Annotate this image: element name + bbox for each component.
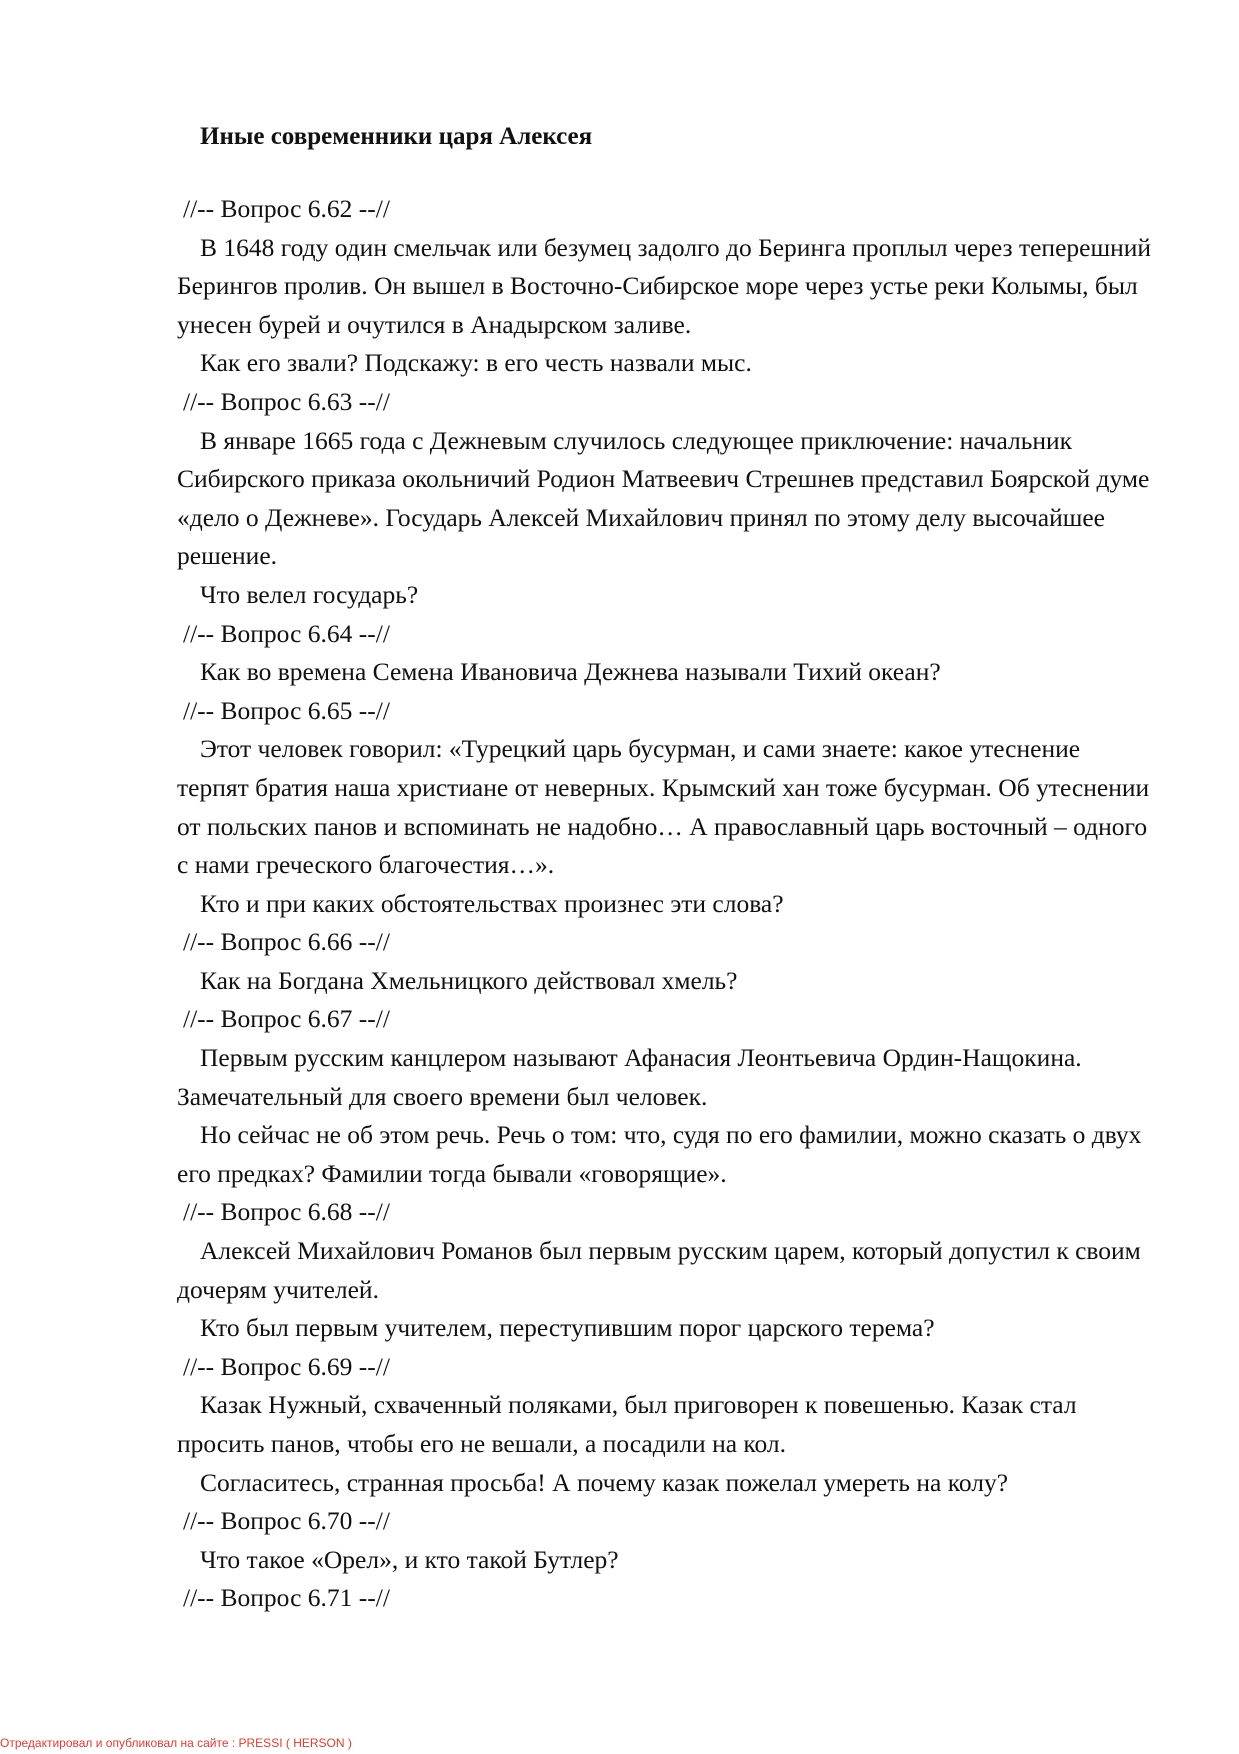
question-marker: //-- Вопрос 6.71 --// [183, 1583, 390, 1613]
paragraph: Первым русским канцлером называют Афанасия Леонтьевича Ордин-Нащокина. Замечательный для своего времени был человек. [177, 1043, 1082, 1111]
footer-credit: Отредактировал и опубликовал на сайте : PRESSI ( HERSON ) [0, 1736, 352, 1750]
paragraph: Как на Богдана Хмельницкого действовал хмель? [200, 965, 738, 995]
question-marker: //-- Вопрос 6.65 --// [183, 695, 390, 725]
question-marker: //-- Вопрос 6.69 --// [183, 1351, 390, 1381]
paragraph: В 1648 году один смельчак или безумец задолго до Беринга проплыл через теперешний Берингов пролив. Он вышел в Восточно-Сибирское море через устье реки Колымы, был унесен бурей и очутился в Анадырском заливе. [177, 232, 1152, 339]
question-marker: //-- Вопрос 6.70 --// [183, 1506, 390, 1536]
chapter-title: Иные современники царя Алексея [200, 123, 593, 150]
question-marker: //-- Вопрос 6.66 --// [183, 927, 390, 957]
question-marker: //-- Вопрос 6.64 --// [183, 618, 390, 648]
paragraph: Но сейчас не об этом речь. Речь о том: что, судя по его фамилии, можно сказать о двух его предках? Фамилии тогда бывали «говорящие». [177, 1120, 1142, 1188]
paragraph: Кто и при каких обстоятельствах произнес эти слова? [200, 888, 784, 918]
question-marker: //-- Вопрос 6.63 --// [183, 386, 390, 416]
question-marker: //-- Вопрос 6.68 --// [183, 1197, 390, 1227]
document-body [177, 190, 1157, 1618]
question-marker: //-- Вопрос 6.67 --// [183, 1004, 390, 1034]
paragraph: Этот человек говорил: «Турецкий царь бусурман, и сами знаете: какое утеснение терпят братия наша христиане от неверных. Крымский хан тоже бусурман. Об утеснении от польских панов и вспоминать не надобно… А православный царь восточный – одного с нами греческого благочестия…». [177, 734, 1150, 880]
paragraph: Кто был первым учителем, переступившим порог царского терема? [200, 1313, 935, 1343]
paragraph: Согласитесь, странная просьба! А почему казак пожелал умереть на колу? [200, 1467, 1009, 1497]
paragraph: Казак Нужный, схваченный поляками, был приговорен к повешенью. Казак стал просить панов, чтобы его не вешали, а посадили на кол. [177, 1390, 1077, 1458]
paragraph: Алексей Михайлович Романов был первым русским царем, который допустил к своим дочерям учителей. [177, 1236, 1141, 1304]
paragraph: Как его звали? Подскажу: в его честь назвали мыс. [200, 348, 752, 378]
paragraph: Как во времена Семена Ивановича Дежнева называли Тихий океан? [200, 657, 941, 687]
paragraph: Что велел государь? [200, 579, 419, 609]
question-marker: //-- Вопрос 6.62 --// [183, 194, 390, 223]
paragraph: Что такое «Орел», и кто такой Бутлер? [200, 1544, 619, 1574]
paragraph: В январе 1665 года с Дежневым случилось следующее приключение: начальник Сибирского приказа окольничий Родион Матвеевич Стрешнев представил Боярской думе «дело о Дежневе». Государь Алексей Михайлович принял по этому делу высочайшее решение. [177, 425, 1150, 571]
